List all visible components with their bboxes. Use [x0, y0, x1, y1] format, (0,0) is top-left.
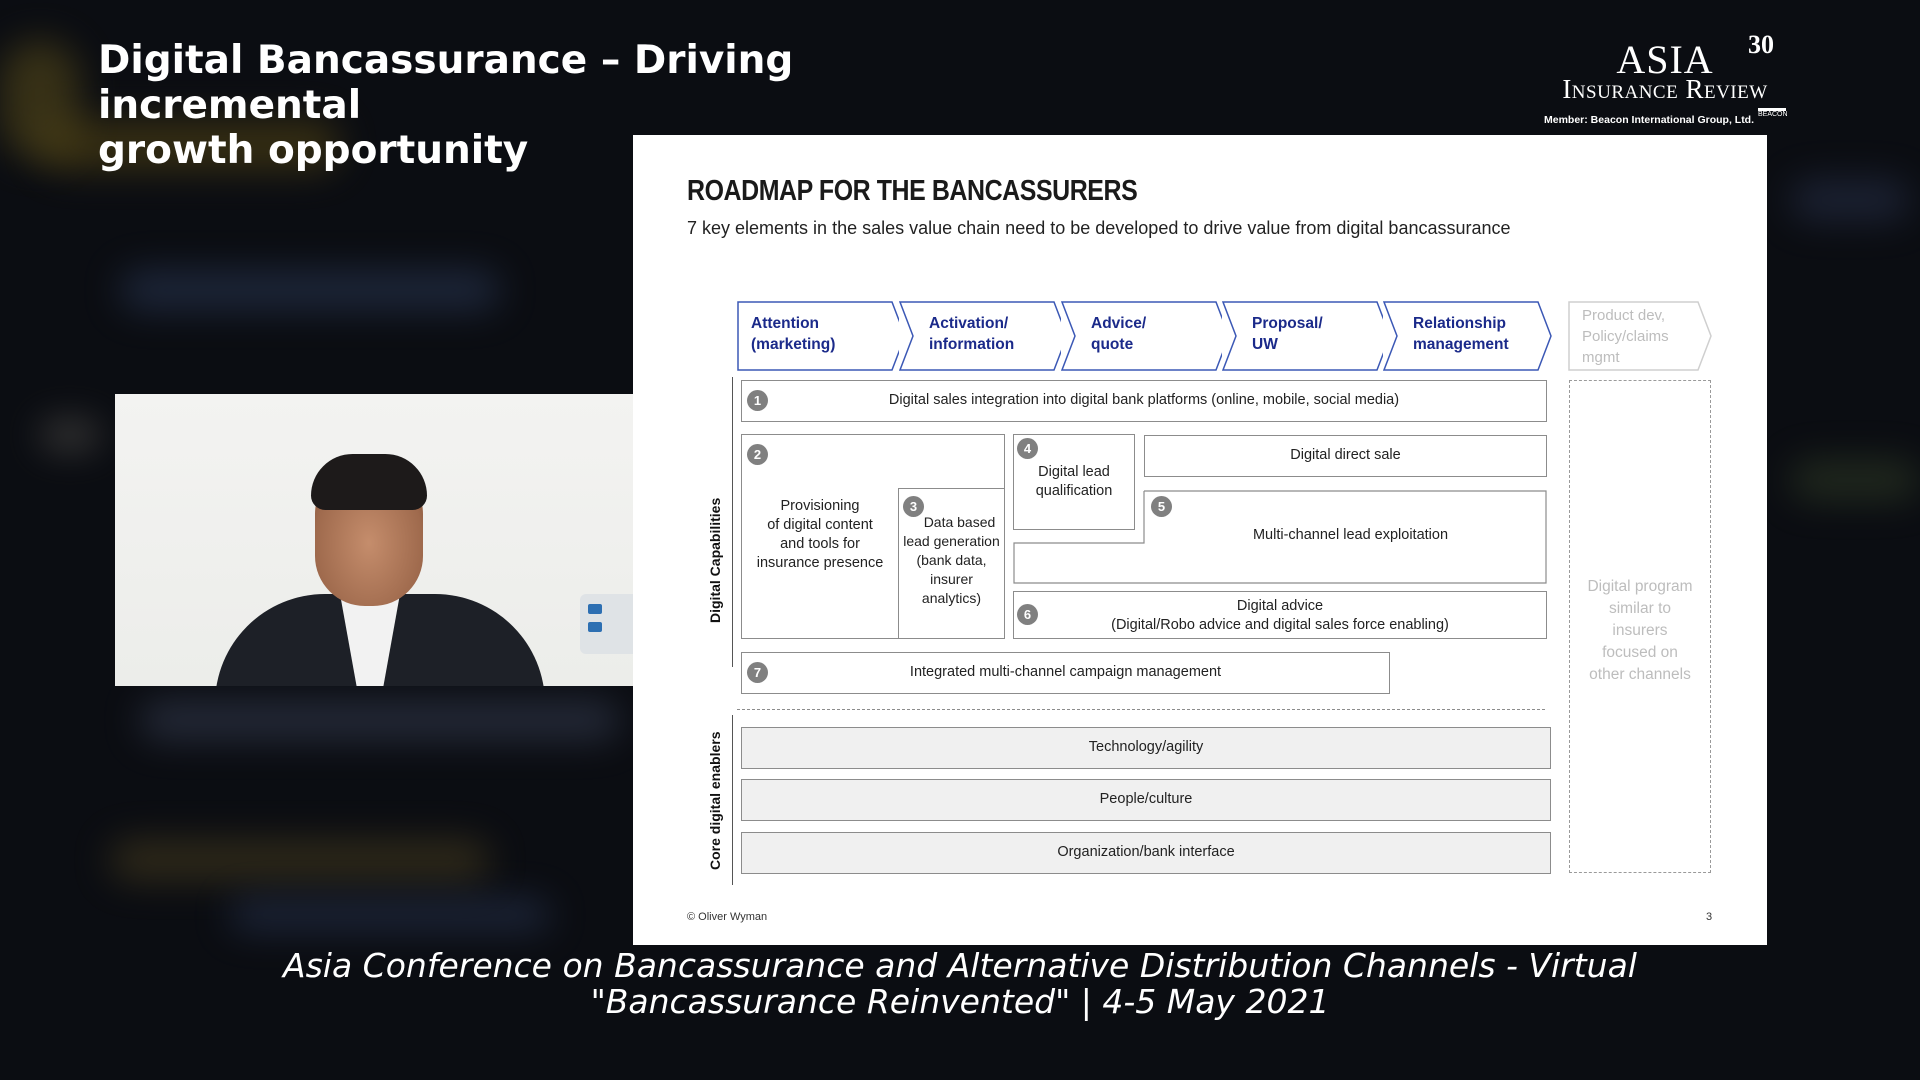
enabler-people-box [741, 779, 1551, 821]
number-badge: 2 [747, 444, 768, 465]
slide-title: ROADMAP FOR THE BANCASSURERS [687, 175, 1138, 207]
enabler-text: Organization/bank interface [1057, 844, 1235, 860]
chevron-activation [899, 301, 1069, 371]
asia-insurance-review-logo [1540, 30, 1790, 131]
element-5-text: Multi-channel lead exploitation [1252, 527, 1449, 543]
element-3-line: analytics) [921, 590, 982, 606]
program-line: insurers [1612, 622, 1668, 639]
program-line: other channels [1589, 666, 1691, 683]
program-line: similar to [1608, 600, 1671, 617]
capabilities-divider-line [732, 377, 733, 667]
chevron-advice [1061, 301, 1231, 371]
number-badge: 7 [747, 662, 768, 683]
element-6-box [1013, 591, 1547, 639]
enabler-technology-box [741, 727, 1551, 769]
anniversary-badge: 30 [1748, 30, 1774, 59]
chevron-label: Product dev, [1582, 307, 1666, 324]
element-3-line: (bank data, [916, 552, 987, 568]
chevron-label: quote [1091, 336, 1134, 353]
conference-caption [0, 948, 1920, 1020]
element-3-line: lead generation [903, 533, 1000, 549]
slide-subtitle: 7 key elements in the sales value chain need to be developed to drive value from digital bancassurance [687, 218, 1511, 238]
program-line: Digital program [1587, 578, 1693, 595]
chevron-label: Proposal/ [1252, 315, 1323, 332]
core-digital-enablers-label: Core digital enablers [707, 731, 723, 870]
title-line-1: Digital Bancassurance – Driving incremental [98, 38, 794, 128]
element-2-line: insurance presence [756, 555, 884, 571]
number-badge: 3 [903, 496, 924, 517]
element-6-line: Digital advice [1236, 598, 1324, 614]
caption-line-1: Asia Conference on Bancassurance and Alternative Distribution Channels - Virtual [283, 946, 1637, 985]
digital-program-box [1569, 380, 1711, 873]
enablers-divider-line [732, 715, 733, 885]
chevron-proposal [1222, 301, 1392, 371]
element-2-line: of digital content [767, 517, 873, 533]
enabler-text: People/culture [1099, 791, 1193, 807]
logo-member-text: Member: Beacon International Group, Ltd. [1544, 114, 1755, 126]
element-3-line: insurer [930, 571, 973, 587]
element-3-line: Data based [923, 514, 996, 530]
element-3-box [898, 488, 1005, 639]
chevron-label: information [929, 336, 1015, 353]
slide-copyright: © Oliver Wyman [687, 911, 768, 923]
element-4-line: qualification [1035, 483, 1113, 499]
beacon-logo: BEACON [1758, 108, 1786, 131]
caption-line-2: "Bancassurance Reinvented" | 4-5 May 2021 [590, 982, 1330, 1021]
digital-direct-sale-text: Digital direct sale [1290, 447, 1401, 463]
logo-line-1: ASIA [1616, 37, 1714, 82]
chevron-label: Relationship [1413, 315, 1507, 332]
element-7-text: Integrated multi-channel campaign management [909, 664, 1222, 680]
chevron-label: Policy/claims [1582, 328, 1669, 345]
chevron-relationship [1383, 301, 1553, 371]
chevron-label: mgmt [1582, 349, 1620, 366]
speaker-video [115, 394, 633, 686]
element-2-line: and tools for [780, 536, 860, 552]
program-line: focused on [1602, 644, 1678, 661]
number-badge: 6 [1017, 604, 1038, 625]
chevron-product-dev [1568, 301, 1713, 371]
element-2-line: Provisioning [780, 498, 860, 514]
title-line-2: growth opportunity [98, 128, 529, 173]
element-4-line: Digital lead [1038, 464, 1110, 480]
enabler-organization-box [741, 832, 1551, 874]
chevron-label: management [1413, 336, 1509, 353]
chevron-label: Advice/ [1091, 315, 1147, 332]
digital-direct-sale-box [1144, 435, 1547, 477]
element-1-box [741, 380, 1547, 422]
slide-page-number: 3 [1706, 911, 1713, 923]
number-badge: 4 [1017, 438, 1038, 459]
element-1-text: Digital sales integration into digital bank platforms (online, mobile, social media) [888, 392, 1400, 408]
logo-line-2: Insurance Review [1562, 74, 1768, 104]
enabler-text: Technology/agility [1088, 739, 1204, 755]
chevron-label: Activation/ [929, 315, 1009, 332]
number-badge: 5 [1151, 496, 1172, 517]
section-separator [737, 709, 1545, 710]
speaker-hair [311, 454, 427, 510]
number-badge: 1 [747, 390, 768, 411]
element-5-box [1013, 490, 1548, 585]
element-7-box [741, 652, 1390, 694]
chevron-attention [737, 301, 907, 371]
chevron-label: UW [1252, 336, 1278, 353]
presentation-slide [633, 135, 1767, 945]
wall-device [580, 594, 633, 654]
element-6-line: (Digital/Robo advice and digital sales force enabling) [1111, 617, 1449, 633]
chevron-label: (marketing) [751, 336, 836, 353]
chevron-label: Attention [751, 315, 820, 332]
digital-capabilities-label: Digital Capabilities [707, 497, 723, 623]
